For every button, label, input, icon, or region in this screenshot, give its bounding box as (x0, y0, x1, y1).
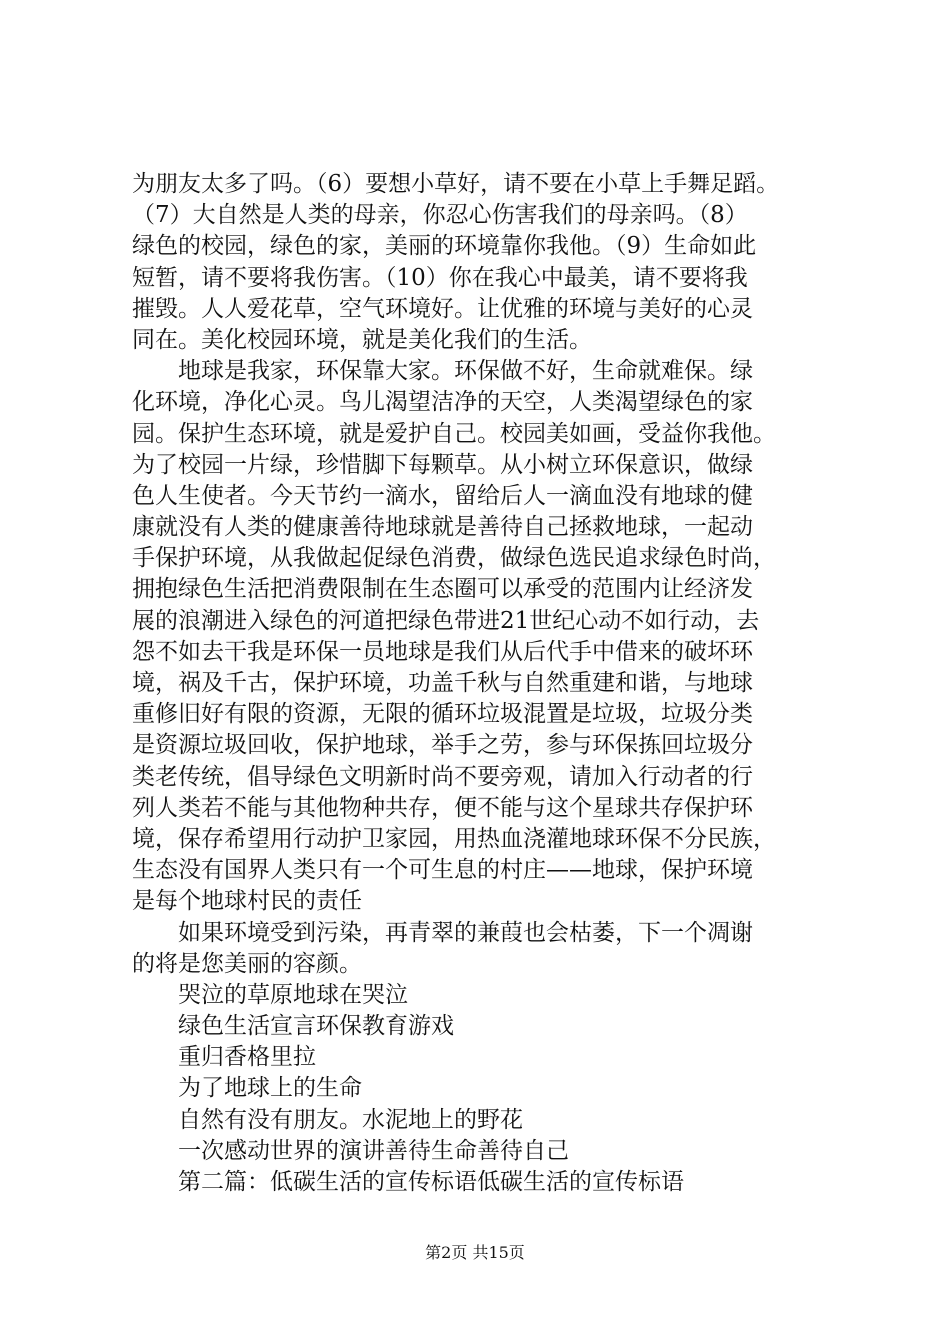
text-line: 拥抱绿色生活把消费限制在生态圈可以承受的范围内让经济发 (132, 576, 753, 603)
text-line: （7）大自然是人类的母亲，你忍心伤害我们的母亲吗。（8） (132, 202, 748, 229)
text-line: 为了地球上的生命 (132, 1075, 362, 1102)
text-line: 康就没有人类的健康善待地球就是善待自己拯救地球，一起动 (132, 514, 753, 541)
text-line: 地球是我家，环保靠大家。环保做不好，生命就难保。绿 (132, 358, 753, 385)
text-line: 色人生使者。今天节约一滴水，留给后人一滴血没有地球的健 (132, 482, 753, 509)
text-line: 如果环境受到污染，再青翠的兼葭也会枯萎，下一个凋谢 (132, 919, 753, 946)
text-line: 是资源垃圾回收，保护地球，举手之劳，参与环保拣回垃圾分 (132, 732, 753, 759)
text-line: 手保护环境，从我做起促绿色消费，做绿色选民追求绿色时尚， (132, 545, 776, 572)
text-line: 同在。美化校园环境，就是美化我们的生活。 (132, 326, 592, 353)
text-line: 为朋友太多了吗。（6）要想小草好，请不要在小草上手舞足蹈。 (132, 171, 780, 197)
page-footer (0, 1243, 950, 1263)
text-line: 为了校园一片绿，珍惜脚下每颗草。从小树立环保意识，做绿 (132, 451, 753, 478)
text-line: 重归香格里拉 (132, 1044, 316, 1071)
text-line: 重修旧好有限的资源，无限的循环垃圾混置是垃圾，垃圾分类 (132, 701, 753, 728)
text-line: 是每个地球村民的责任 (132, 888, 362, 915)
text-line: 哭泣的草原地球在哭泣 (132, 981, 408, 1008)
text-line: 绿色的校园，绿色的家，美丽的环境靠你我他。（9）生命如此 (132, 233, 757, 260)
text-line: 绿色生活宣言环保教育游戏 (132, 1013, 454, 1040)
body-text (132, 169, 852, 1198)
text-line: 类老传统，倡导绿色文明新时尚不要旁观，请加入行动者的行 (132, 763, 753, 790)
text-line: 怨不如去干我是环保一员地球是我们从后代手中借来的破坏环 (132, 638, 753, 665)
text-line: 短暂，请不要将我伤害。（10）你在我心中最美，请不要将我 (132, 264, 748, 291)
text-line: 园。保护生态环境，就是爱护自己。校园美如画，受益你我他。 (132, 420, 776, 447)
page-number: 第2页 共15页 (425, 1243, 525, 1262)
text-line: 境，保存希望用行动护卫家园，用热血浇灌地球环保不分民族， (132, 825, 776, 852)
text-line: 列人类若不能与其他物种共存，便不能与这个星球共存保护环 (132, 794, 753, 821)
text-line: 生态没有国界人类只有一个可生息的村庄——地球，保护环境 (132, 857, 753, 884)
text-line: 第二篇：低碳生活的宣传标语低碳生活的宣传标语 (132, 1169, 684, 1195)
text-line: 展的浪潮进入绿色的河道把绿色带进21世纪心动不如行动，去 (132, 607, 760, 634)
text-line: 境，祸及千古，保护环境，功盖千秋与自然重建和谐，与地球 (132, 670, 753, 696)
text-line: 自然有没有朋友。水泥地上的野花 (132, 1106, 523, 1133)
text-line: 化环境，净化心灵。鸟儿渴望洁净的天空，人类渴望绿色的家 (132, 389, 753, 416)
text-line: 的将是您美丽的容颜。 (132, 950, 362, 977)
text-line: 一次感动世界的演讲善待生命善待自己 (132, 1137, 569, 1164)
text-line: 摧毁。人人爱花草，空气环境好。让优雅的环境与美好的心灵 (132, 295, 753, 322)
